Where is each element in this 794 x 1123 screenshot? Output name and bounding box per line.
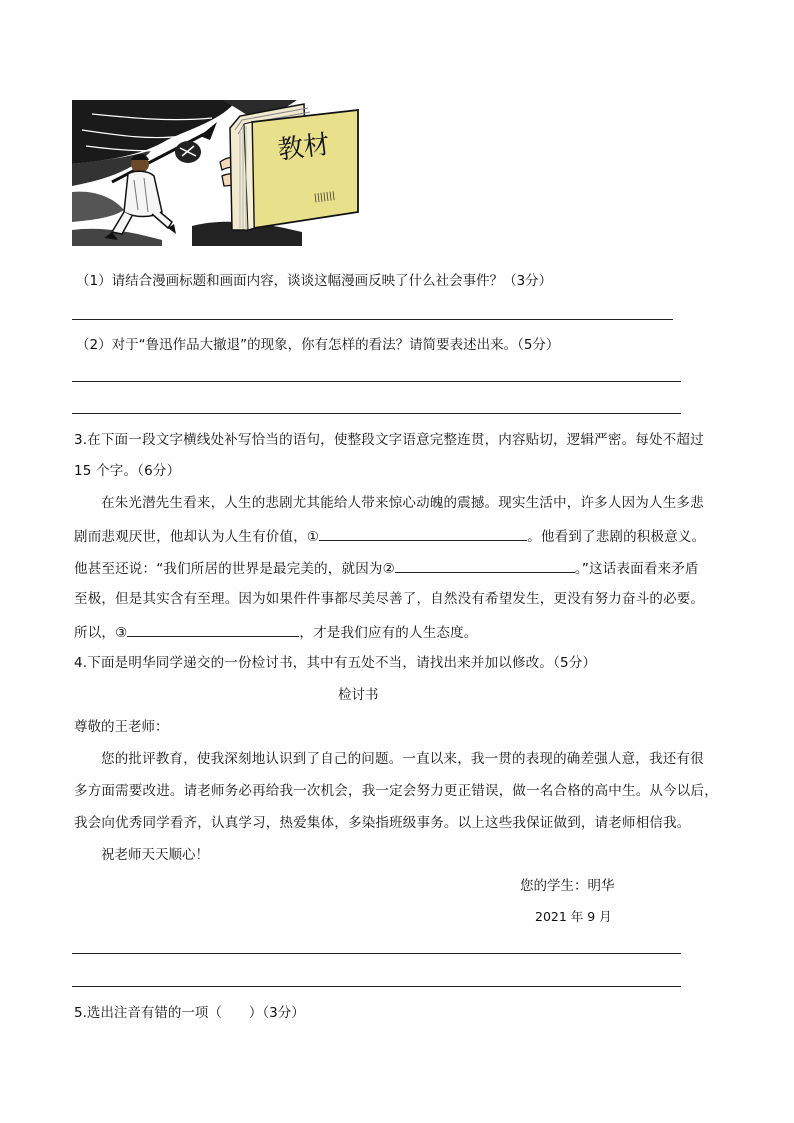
q3-paragraph-line4: 至极，但是其实含有至理。因为如果件件事都尽美尽善了，自然没有希望发生，更没有努力奋斗的必要。 [74, 591, 705, 607]
letter-body-line3: 我会向优秀同学看齐，认真学习，热爱集体，多染指班级事务。以上这些我保证做到，请老师相信我。 [74, 815, 691, 831]
letter-title: 检讨书 [338, 687, 379, 703]
cartoon-illustration [72, 100, 362, 246]
question-1-text: （1）请结合漫画标题和画面内容，谈谈这幅漫画反映了什么社会事件？（3分） [76, 273, 553, 289]
q3-paragraph-line2 [74, 526, 705, 546]
letter-greeting: 尊敬的王老师： [74, 719, 169, 735]
blank-1[interactable] [319, 526, 527, 541]
letter-signature: 您的学生：明华 [520, 878, 615, 894]
question-3-line2: 15 个字。（6分） [74, 463, 181, 479]
question-3-line1: 3.在下面一段文字横线处补写恰当的语句，使整段文字语意完整连贯，内容贴切，逻辑严密。每处不超过 [74, 432, 704, 448]
question-5-text: 5.选出注音有错的一项（ ）（3分） [74, 1005, 305, 1021]
q3-paragraph-line3-end: 。”这话表面看来矛盾 [574, 561, 699, 577]
q3-paragraph-line5-end: ，才是我们应有的人生态度。 [299, 625, 478, 641]
q3-paragraph-line2-end: 。他看到了悲剧的积极意义。 [527, 529, 706, 545]
q3-paragraph-line2-start: 剧而悲观厌世，他却认为人生有价值，① [74, 529, 320, 545]
textbook-spine-marks: ||||||| [313, 190, 336, 204]
q3-paragraph-line3-start: 他甚至还说：“我们所居的世界是最完美的，就因为② [74, 561, 395, 577]
textbook-title-text: 教材 [276, 129, 332, 166]
answer-line-q2-1[interactable] [72, 381, 681, 382]
q3-paragraph-line3 [74, 558, 699, 578]
blank-2[interactable] [395, 558, 575, 573]
answer-line-q4-2[interactable] [72, 986, 681, 987]
q3-paragraph-line5 [74, 622, 478, 642]
letter-body-line1: 您的批评教育，使我深刻地认识到了自己的问题。一直以来，我一贯的表现的确差强人意，我还有很 [101, 751, 704, 767]
letter-closing-wish: 祝老师天天顺心！ [101, 847, 209, 863]
q3-paragraph-line5-start: 所以，③ [74, 625, 128, 641]
answer-line-q1[interactable] [72, 319, 673, 320]
question-2-text: （2）对于“鲁迅作品大撤退”的现象，你有怎样的看法？请简要表述出来。（5分） [76, 337, 560, 353]
answer-line-q2-2[interactable] [72, 413, 681, 414]
textbook-stack [230, 104, 358, 230]
blank-3[interactable] [127, 622, 299, 637]
answer-line-q4-1[interactable] [72, 953, 681, 954]
letter-date: 2021 年 9 月 [535, 909, 612, 924]
q3-paragraph-line1: 在朱光潜先生看来，人生的悲剧尤其能给人带来惊心动魄的震撼。现实生活中，许多人因为人生多悲 [101, 495, 704, 511]
letter-body-line2: 多方面需要改进。请老师务必再给我一次机会，我一定会努力更正错误，做一名合格的高中生。从今以后， [74, 783, 718, 799]
question-4-text: 4.下面是明华同学递交的一份检讨书，其中有五处不当，请找出来并加以修改。（5分） [74, 655, 597, 671]
